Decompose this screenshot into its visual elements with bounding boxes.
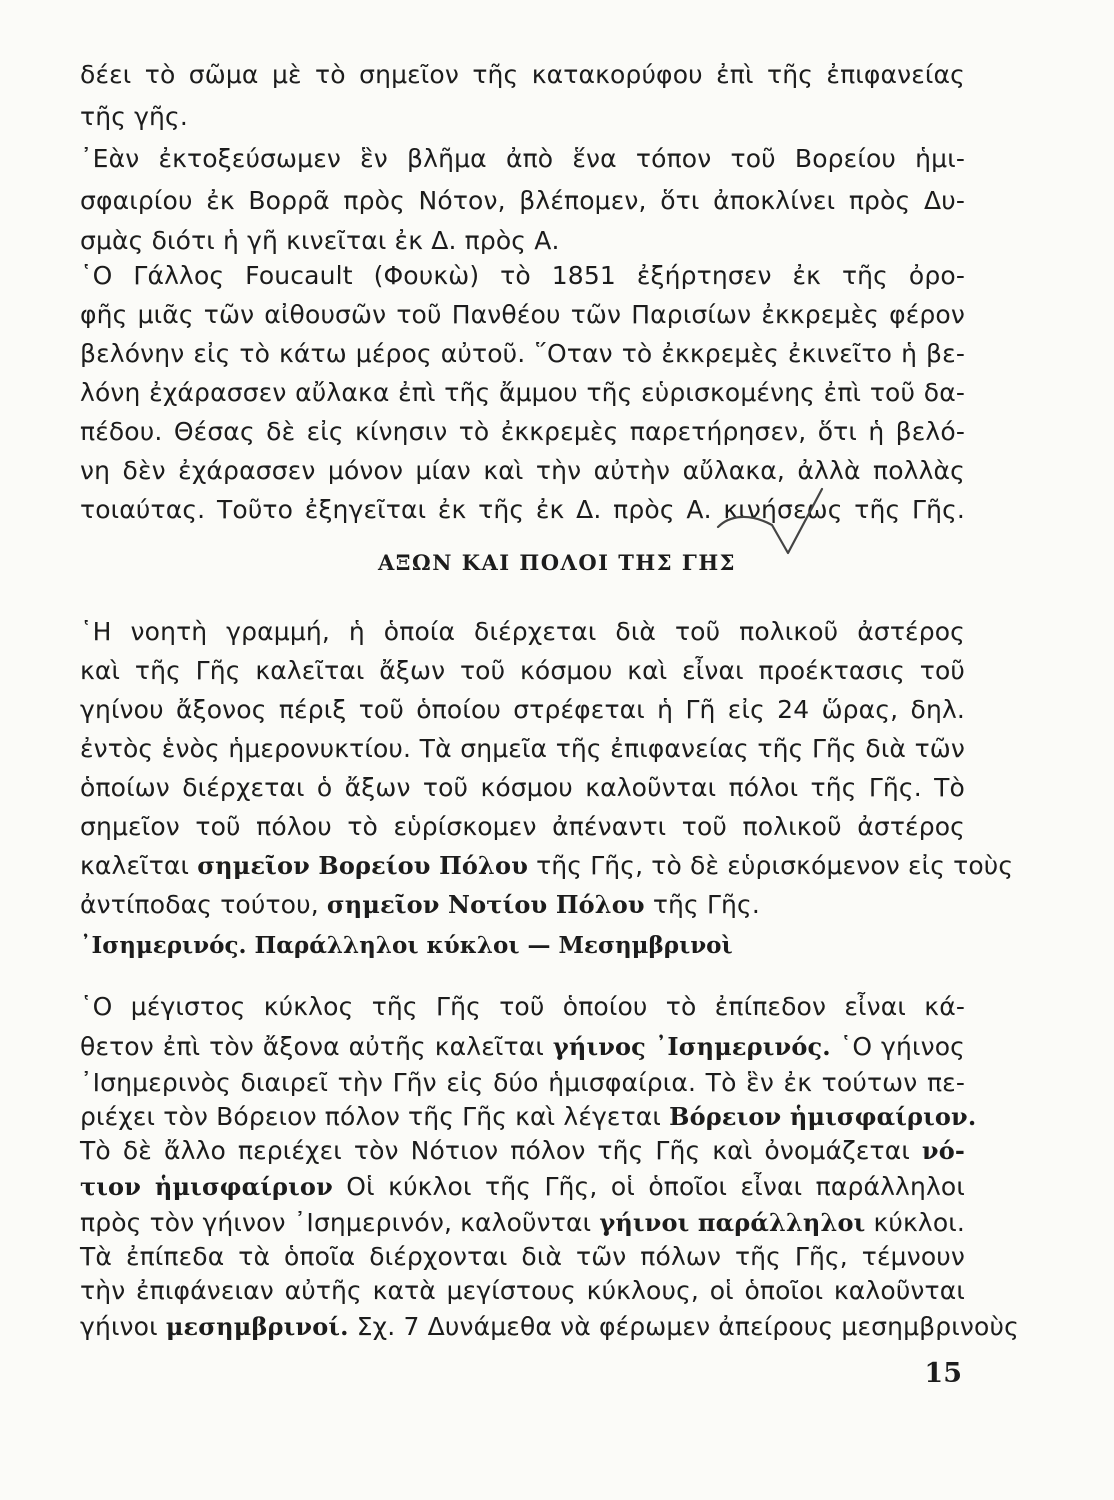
bold-term: γήινοι παράλληλοι [599,1208,866,1237]
text-span: γήινοι [80,1312,166,1341]
text-span: καλεῖται [80,851,198,880]
text-line: τῆς γῆς. [80,102,188,131]
bold-term: τιον ἡμισφαίριον [80,1172,333,1201]
text-line: ἐντὸς ἑνὸς ἡμερονυκτίου. Τὰ σημεῖα τῆς ἐπιφανείας τῆς Γῆς διὰ τῶν [80,734,965,763]
text-line: ᾿Εὰν ἐκτοξεύσωμεν ἓν βλῆμα ἀπὸ ἕνα τόπον τοῦ Βορείου ἡμι- [80,144,965,173]
text-line [80,849,1014,883]
text-line [80,1206,965,1240]
text-line: πέδου. Θέσας δὲ εἰς κίνησιν τὸ ἐκκρεμὲς παρετήρησεν, ὅτι ἡ βελό- [80,417,965,446]
text-line: ῾Η νοητὴ γραμμή, ἡ ὁποία διέρχεται διὰ τοῦ πολικοῦ ἀστέρος [80,617,965,646]
text-span: κύκλοι. [865,1208,966,1237]
bold-term: Βόρειον ἡμισφαίριον. [669,1102,977,1131]
text-line: νη δὲν ἐχάρασσεν μόνον μίαν καὶ τὴν αὐτὴν αὔλακα, ἀλλὰ πολλὰς [80,456,965,485]
text-line: σμὰς διότι ἡ γῆ κινεῖται ἐκ Δ. πρὸς Α. [80,226,560,255]
text-span: Οἱ κύκλοι τῆς Γῆς, οἱ ὁποῖοι εἶναι παράλληλοι [332,1172,965,1201]
bold-term: μεσημβρινοί. [165,1312,349,1341]
text-line [80,1134,965,1168]
section-heading: ΑΞΩΝ ΚΑΙ ΠΟΛΟΙ ΤΗΣ ΓΗΣ [377,550,737,575]
text-line [80,1100,977,1134]
text-span: θετον ἐπὶ τὸν ἄξονα αὐτῆς καλεῖται [80,1032,553,1061]
text-line [80,888,965,922]
subheading: ᾿Ισημερινός. Παράλληλοι κύκλοι — Μεσημβρινοὶ [80,932,733,959]
text-line: σημεῖον τοῦ πόλου τὸ εὑρίσκομεν ἀπέναντι τοῦ πολικοῦ ἀστέρος [80,812,965,841]
text-line [80,1310,1019,1344]
text-line: σφαιρίου ἐκ Βορρᾶ πρὸς Νότον, βλέπομεν, ὅτι ἀποκλίνει πρὸς Δυ- [80,186,965,215]
text-line [80,1030,965,1064]
text-span: Σχ. 7 Δυνάμεθα νὰ φέρωμεν ἀπείρους μεσημβρινοὺς [348,1312,1019,1341]
text-line: λόνη ἐχάρασσεν αὔλακα ἐπὶ τῆς ἄμμου τῆς εὑρισκομένης ἐπὶ τοῦ δα- [80,378,965,407]
text-line: ᾿Ισημερινὸς διαιρεῖ τὴν Γῆν εἰς δύο ἡμισφαίρια. Τὸ ἓν ἐκ τούτων πε- [80,1068,965,1097]
text-line: ῾Ο Γάλλος Foucault (Φουκὼ) τὸ 1851 ἐξήρτησεν ἐκ τῆς ὀρο- [80,261,965,290]
page-number: 15 [924,1358,962,1389]
text-line: δέει τὸ σῶμα μὲ τὸ σημεῖον τῆς κατακορύφου ἐπὶ τῆς ἐπιφανείας [80,60,965,89]
text-span: ἀντίποδας τούτου, [80,890,327,919]
text-line: καὶ τῆς Γῆς καλεῖται ἄξων τοῦ κόσμου καὶ εἶναι προέκτασις τοῦ [80,656,965,685]
text-span: Τὸ δὲ ἄλλο περιέχει τὸν Νότιον πόλον τῆς Γῆς καὶ ὀνομάζεται [80,1136,922,1165]
text-line: βελόνην εἰς τὸ κάτω μέρος αὐτοῦ. ῞Οταν τὸ ἐκκρεμὲς ἐκινεῖτο ἡ βε- [80,339,965,368]
bold-term: νό- [921,1136,965,1165]
text-line: ῾Ο μέγιστος κύκλος τῆς Γῆς τοῦ ὁποίου τὸ ἐπίπεδον εἶναι κά- [80,992,965,1021]
text-span: τῆς Γῆς, τὸ δὲ εὑρισκόμενον εἰς τοὺς [528,851,1014,880]
bold-term: γήινος ᾿Ισημερινός. [552,1032,831,1061]
text-line [80,1170,965,1204]
text-span: ριέχει τὸν Βόρειον πόλον τῆς Γῆς καὶ λέγεται [80,1102,670,1131]
text-span: τῆς Γῆς. [644,890,760,919]
text-line: ὁποίων διέρχεται ὁ ἄξων τοῦ κόσμου καλοῦνται πόλοι τῆς Γῆς. Τὸ [80,773,965,802]
text-line: φῆς μιᾶς τῶν αἰθουσῶν τοῦ Πανθέου τῶν Παρισίων ἐκκρεμὲς φέρον [80,300,965,329]
text-line: Τὰ ἐπίπεδα τὰ ὁποῖα διέρχονται διὰ τῶν πόλων τῆς Γῆς, τέμνουν [80,1242,965,1271]
text-line: τοιαύτας. Τοῦτο ἐξηγεῖται ἐκ τῆς ἐκ Δ. πρὸς Α. κινήσεως τῆς Γῆς. [80,495,965,524]
text-line: τὴν ἐπιφάνειαν αὐτῆς κατὰ μεγίστους κύκλους, οἱ ὁποῖοι καλοῦνται [80,1276,965,1305]
bold-term: σημεῖον Βορείου Πόλου [197,851,528,880]
text-span: ῾Ο γήινος [830,1032,965,1061]
text-span: πρὸς τὸν γήινον ᾿Ισημερινόν, καλοῦνται [80,1208,600,1237]
text-line: γηίνου ἄξονος πέριξ τοῦ ὁποίου στρέφεται ἡ Γῆ εἰς 24 ὥρας, δηλ. [80,695,965,724]
bold-term: σημεῖον Νοτίου Πόλου [326,890,645,919]
